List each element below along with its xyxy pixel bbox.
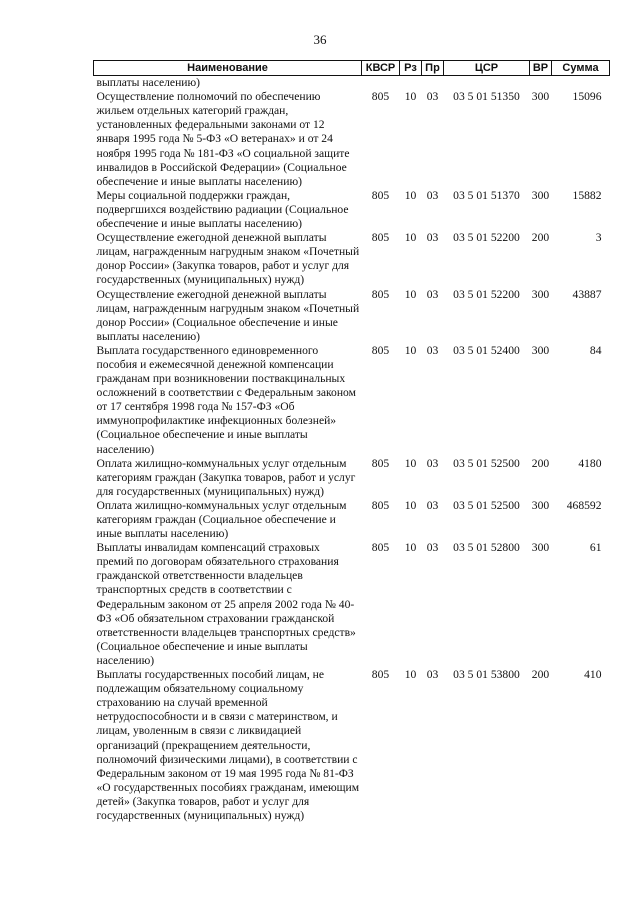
header-sum: Сумма xyxy=(552,61,610,76)
cell-rz: 10 xyxy=(404,287,417,301)
cell-vr: 300 xyxy=(531,90,550,104)
table-row xyxy=(94,288,610,344)
header-csr: ЦСР xyxy=(444,61,530,76)
cell-sum: 84 xyxy=(589,343,602,357)
cell-pr: 03 xyxy=(426,498,439,512)
table-row xyxy=(94,344,610,457)
cell-vr: 200 xyxy=(531,456,550,470)
cell-csr: 03 5 01 51370 xyxy=(453,188,520,202)
cell-vr: 300 xyxy=(531,498,550,512)
table-row xyxy=(94,90,610,189)
cell-pr: 03 xyxy=(426,541,439,555)
cell-pr: 03 xyxy=(426,287,439,301)
continuation-row xyxy=(94,76,610,91)
cell-name: Осуществление ежегодной денежной выплаты лицам, награжденным нагрудным знаком «Почетный донор России» (Социальное обеспечение и иные выплаты населению) xyxy=(96,287,360,343)
cell-sum: 61 xyxy=(589,541,602,555)
cell-pr: 03 xyxy=(426,188,439,202)
cell-rz: 10 xyxy=(404,231,417,245)
table-row xyxy=(94,457,610,499)
cell-csr: 03 5 01 52200 xyxy=(453,287,520,301)
cell-rz: 10 xyxy=(404,498,417,512)
cell-kvsr: 805 xyxy=(371,287,390,301)
cell-name: Оплата жилищно-коммунальных услуг отдельным категориям граждан (Социальное обеспечение и иные выплаты населению) xyxy=(96,498,347,541)
cell-vr: 300 xyxy=(531,287,550,301)
cell-name: Выплата государственного единовременного пособия и ежемесячной денежной компенсации гражданам при возникновении поствакцинальных осложнений в соответствии с Федеральным законом от 17 сентября 1998 года № 157-ФЗ «Об иммунопрофилактике инфекционных болезней» (Социальное обеспечение и иные выплаты населению) xyxy=(96,343,356,456)
header-vr: ВР xyxy=(530,61,552,76)
cell-rz: 10 xyxy=(404,188,417,202)
cell-vr: 300 xyxy=(531,188,550,202)
cell-csr: 03 5 01 52200 xyxy=(453,231,520,245)
cell-name: Оплата жилищно-коммунальных услуг отдельным категориям граждан (Закупка товаров, работ и услуг для государственных (муниципальных) нужд) xyxy=(96,456,356,498)
cell-rz: 10 xyxy=(404,668,417,682)
table-row xyxy=(94,541,610,668)
cell-pr: 03 xyxy=(426,456,439,470)
table-row xyxy=(94,499,610,541)
cell-sum: 3 xyxy=(595,231,602,245)
cell-kvsr: 805 xyxy=(371,90,390,104)
cell-vr: 300 xyxy=(531,541,550,555)
cell-sum: 410 xyxy=(584,668,602,682)
cell-rz: 10 xyxy=(404,456,417,470)
cell-sum: 15882 xyxy=(572,188,602,202)
cell-vr: 200 xyxy=(531,231,550,245)
cell-csr: 03 5 01 52800 xyxy=(453,541,520,555)
cell-name: Осуществление полномочий по обеспечению жильем отдельных категорий граждан, установленных федеральными законами от 12 января 1995 года № 5-ФЗ «О ветеранах» и от 24 ноября 1995 года № 181-ФЗ «О социальной защите инвалидов в Российской Федерации» (Социальное обеспечение и иные выплаты населению) xyxy=(96,90,350,188)
cell-rz: 10 xyxy=(404,90,417,104)
cell-kvsr: 805 xyxy=(371,541,390,555)
table-header-row xyxy=(94,61,610,76)
continuation-text: выплаты населению) xyxy=(96,76,201,90)
cell-pr: 03 xyxy=(426,668,439,682)
cell-kvsr: 805 xyxy=(371,188,390,202)
cell-sum: 4180 xyxy=(578,456,602,470)
header-pr: Пр xyxy=(422,61,444,76)
cell-kvsr: 805 xyxy=(371,456,390,470)
page-number: 36 xyxy=(313,32,327,47)
cell-pr: 03 xyxy=(426,231,439,245)
cell-name: Выплаты инвалидам компенсаций страховых премий по договорам обязательного страхования гражданской ответственности владельцев транспортных средств в соответствии с Федеральным законом от 25 апреля 2002 года № 40-ФЗ «Об обязательном страховании гражданской ответственности владельцев транспортных средств» (Социальное обеспечение и иные выплаты населению) xyxy=(96,541,356,667)
cell-sum: 15096 xyxy=(572,90,602,104)
cell-pr: 03 xyxy=(426,343,439,357)
cell-name: Меры социальной поддержки граждан, подвергшихся воздействию радиации (Социальное обеспечение и иные выплаты населению) xyxy=(96,188,349,231)
cell-name: Осуществление ежегодной денежной выплаты лицам, награжденным нагрудным знаком «Почетный донор России» (Закупка товаров, работ и услуг для государственных (муниципальных) нужд) xyxy=(96,231,360,287)
cell-vr: 300 xyxy=(531,343,550,357)
table-row xyxy=(94,231,610,287)
cell-pr: 03 xyxy=(426,90,439,104)
header-name: Наименование xyxy=(94,61,362,76)
cell-rz: 10 xyxy=(404,343,417,357)
cell-kvsr: 805 xyxy=(371,231,390,245)
cell-csr: 03 5 01 51350 xyxy=(453,90,520,104)
cell-name: Выплаты государственных пособий лицам, не подлежащим обязательному социальному страхованию на случай временной нетрудоспособности и в связи с материнством, и лицам, уволенным в связи с ликвидацией организаций (прекращением деятельности, полномочий физическими лицами), в соответствии с Федеральным законом от 19 мая 1995 года № 81-ФЗ «О государственных пособиях гражданам, имеющим детей» (Закупка товаров, работ и услуг для государственных (муниципальных) нужд) xyxy=(96,668,360,822)
cell-csr: 03 5 01 53800 xyxy=(453,668,520,682)
cell-rz: 10 xyxy=(404,541,417,555)
cell-vr: 200 xyxy=(531,668,550,682)
cell-kvsr: 805 xyxy=(371,343,390,357)
table-row xyxy=(94,189,610,231)
table-row xyxy=(94,668,610,823)
cell-csr: 03 5 01 52500 xyxy=(453,456,520,470)
cell-kvsr: 805 xyxy=(371,498,390,512)
cell-kvsr: 805 xyxy=(371,668,390,682)
header-kvsr: КВСР xyxy=(362,61,400,76)
cell-sum: 43887 xyxy=(572,287,602,301)
cell-csr: 03 5 01 52500 xyxy=(453,498,520,512)
cell-csr: 03 5 01 52400 xyxy=(453,343,520,357)
header-rz: Рз xyxy=(400,61,422,76)
cell-sum: 468592 xyxy=(566,498,602,512)
budget-table xyxy=(93,60,610,823)
